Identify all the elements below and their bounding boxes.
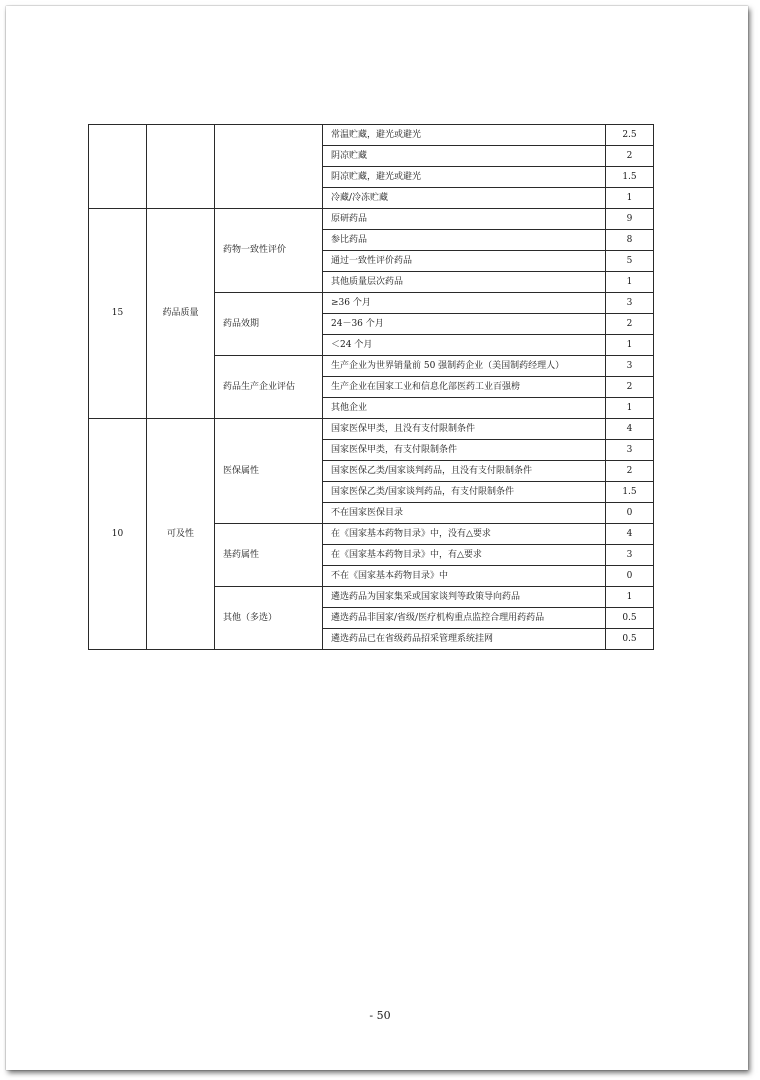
score-cell: 3 — [606, 356, 654, 377]
criterion-cell: 在《国家基本药物目录》中，没有△要求 — [323, 524, 606, 545]
weight-cell — [89, 125, 147, 209]
criterion-cell: 通过一致性评价药品 — [323, 251, 606, 272]
subcategory-cell: 基药属性 — [215, 524, 323, 587]
score-cell: 8 — [606, 230, 654, 251]
score-cell: 3 — [606, 293, 654, 314]
criterion-cell: 生产企业为世界销量前 50 强制药企业（美国制药经理人） — [323, 356, 606, 377]
weight-cell: 15 — [89, 209, 147, 419]
criterion-cell: 其他企业 — [323, 398, 606, 419]
score-cell: 3 — [606, 545, 654, 566]
criterion-cell: ≥36 个月 — [323, 293, 606, 314]
score-cell: 1.5 — [606, 167, 654, 188]
table-row — [89, 419, 654, 440]
criterion-cell: 参比药品 — [323, 230, 606, 251]
criterion-cell: 在《国家基本药物目录》中，有△要求 — [323, 545, 606, 566]
category-cell: 药品质量 — [147, 209, 215, 419]
score-cell: 1.5 — [606, 482, 654, 503]
page-number: - 50 — [369, 1009, 391, 1022]
table-row — [89, 209, 654, 230]
score-cell: 1 — [606, 335, 654, 356]
criterion-cell: 国家医保甲类，且没有支付限制条件 — [323, 419, 606, 440]
scoring-table — [88, 124, 654, 650]
score-cell: 0 — [606, 566, 654, 587]
criterion-cell: 不在《国家基本药物目录》中 — [323, 566, 606, 587]
criterion-cell: 遴选药品已在省级药品招采管理系统挂网 — [323, 629, 606, 650]
score-cell: 0.5 — [606, 629, 654, 650]
criterion-cell: ＜24 个月 — [323, 335, 606, 356]
subcategory-cell: 医保属性 — [215, 419, 323, 524]
score-cell: 4 — [606, 524, 654, 545]
score-cell: 4 — [606, 419, 654, 440]
criterion-cell: 遴选药品为国家集采或国家谈判等政策导向药品 — [323, 587, 606, 608]
criterion-cell: 不在国家医保目录 — [323, 503, 606, 524]
category-cell — [147, 125, 215, 209]
criterion-cell: 国家医保乙类/国家谈判药品，有支付限制条件 — [323, 482, 606, 503]
criterion-cell: 24－36 个月 — [323, 314, 606, 335]
criterion-cell: 国家医保甲类，有支付限制条件 — [323, 440, 606, 461]
table-row — [89, 125, 654, 146]
score-cell: 2 — [606, 146, 654, 167]
score-cell: 0 — [606, 503, 654, 524]
score-cell: 1 — [606, 272, 654, 293]
subcategory-cell: 药品生产企业评估 — [215, 356, 323, 419]
category-cell: 可及性 — [147, 419, 215, 650]
criterion-cell: 生产企业在国家工业和信息化部医药工业百强榜 — [323, 377, 606, 398]
criterion-cell: 原研药品 — [323, 209, 606, 230]
score-cell: 9 — [606, 209, 654, 230]
score-cell: 1 — [606, 398, 654, 419]
criterion-cell: 其他质量层次药品 — [323, 272, 606, 293]
weight-cell: 10 — [89, 419, 147, 650]
score-cell: 1 — [606, 587, 654, 608]
subcategory-cell — [215, 125, 323, 209]
criterion-cell: 遴选药品非国家/省级/医疗机构重点监控合理用药药品 — [323, 608, 606, 629]
criterion-cell: 冷藏/冷冻贮藏 — [323, 188, 606, 209]
subcategory-cell: 其他（多选） — [215, 587, 323, 650]
score-cell: 1 — [606, 188, 654, 209]
subcategory-cell: 药物一致性评价 — [215, 209, 323, 293]
score-cell: 5 — [606, 251, 654, 272]
score-cell: 2 — [606, 314, 654, 335]
criterion-cell: 国家医保乙类/国家谈判药品，且没有支付限制条件 — [323, 461, 606, 482]
score-cell: 3 — [606, 440, 654, 461]
subcategory-cell: 药品效期 — [215, 293, 323, 356]
score-cell: 2 — [606, 461, 654, 482]
criterion-cell: 常温贮藏，避光或避光 — [323, 125, 606, 146]
score-cell: 2 — [606, 377, 654, 398]
criterion-cell: 阴凉贮藏 — [323, 146, 606, 167]
criterion-cell: 阴凉贮藏，避光或避光 — [323, 167, 606, 188]
score-cell: 0.5 — [606, 608, 654, 629]
score-cell: 2.5 — [606, 125, 654, 146]
